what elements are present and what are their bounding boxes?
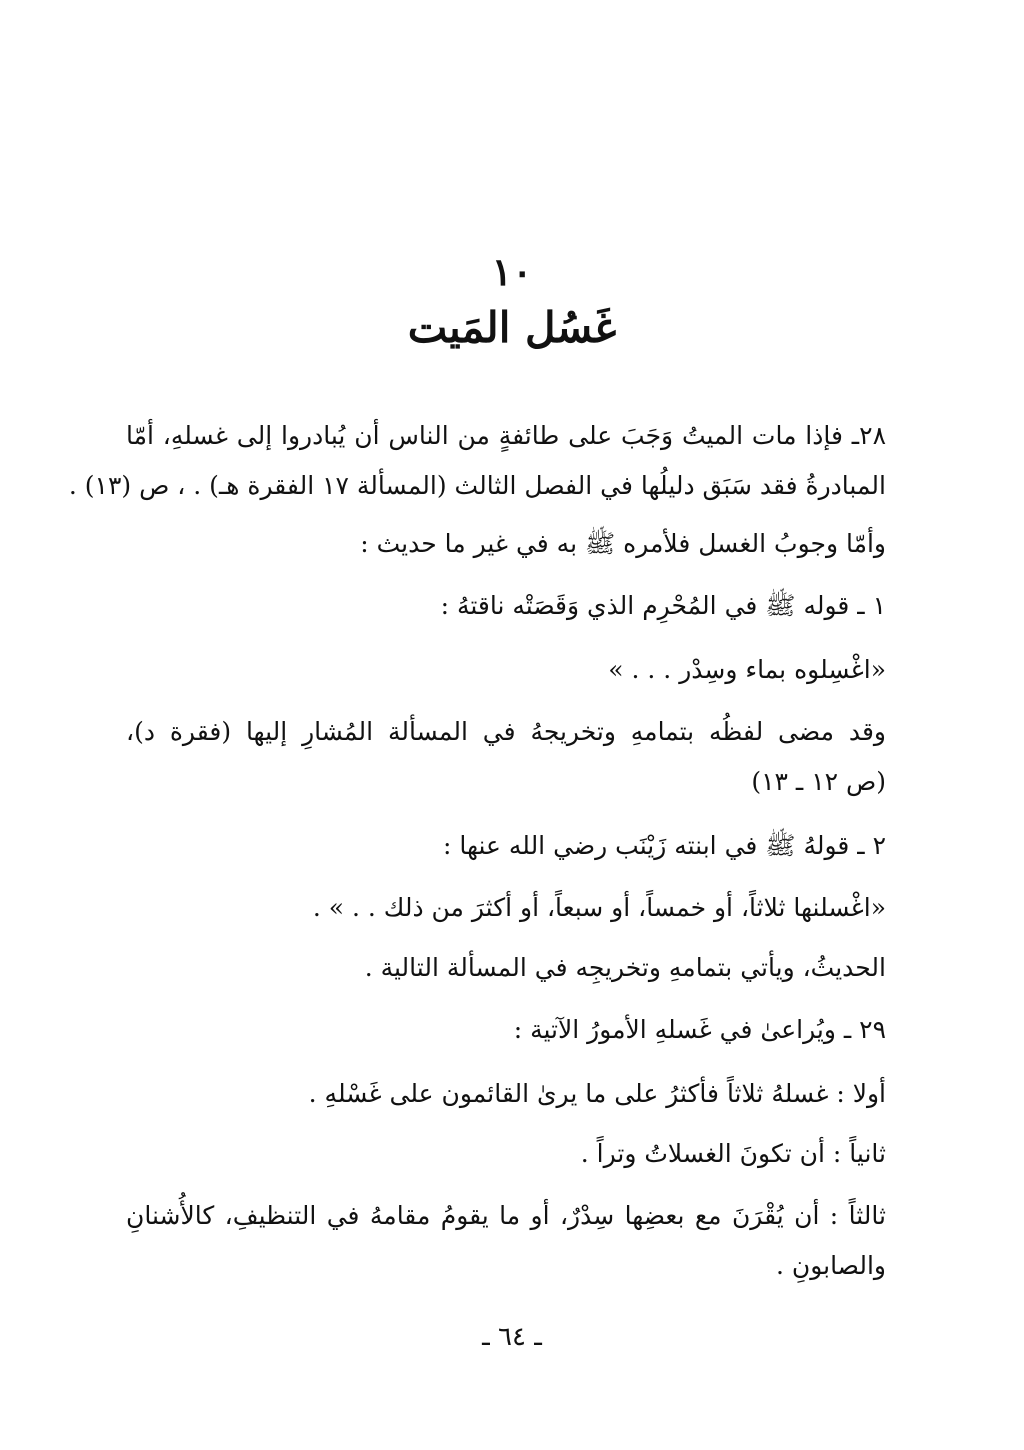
hadith-1-quote-line: «اغْسِلوه بماء وسِدْر . . . » (608, 655, 886, 684)
chapter-number: ١٠ (491, 249, 533, 294)
item-second-line: ثانياً : أن تكونَ الغسلاتُ وتراً . (580, 1139, 886, 1168)
hadith-1-reference-line: وقد مضى لفظُه بتمامهِ وتخريجهُ في المسألة المُشارِ إليها (فقرة د)، (126, 717, 886, 746)
page-number: ـ ٦٤ ـ (482, 1322, 542, 1352)
hadith-1-page-reference: (ص ١٢ ـ ١٣) (751, 767, 886, 796)
chapter-title: غَسُل المَيت (407, 303, 617, 352)
hadith-2-intro-line: ٢ ـ قولهُ ﷺ في ابنته زَيْنَب رضي الله عنها : (442, 831, 886, 860)
item-third-line-1: ثالثاً : أن يُقْرَنَ مع بعضِها سِدْرٌ، أو ما يقومُ مقامهُ في التنظيفِ، كالأُشنانِ (126, 1201, 886, 1230)
hadith-2-quote-line: «اغْسلنها ثلاثاً، أو خمساً، أو سبعاً، أو أكثرَ من ذلك . . » . (312, 893, 886, 922)
hadith-2-note-line: الحديثُ، ويأتي بتمامهِ وتخريجِه في المسألة التالية . (364, 953, 886, 982)
item-third-line-2: والصابونِ . (775, 1251, 886, 1280)
hadith-1-intro-line: ١ ـ قوله ﷺ في المُحْرِم الذي وَقَصَتْه ناقتهُ : (440, 591, 886, 620)
paragraph-28-line-1: ٢٨ـ فإذا مات الميتُ وَجَبَ على طائفةٍ من الناس أن يُبادروا إلى غسلهِ، أمّا (126, 421, 886, 450)
paragraph-28-line-2: المبادرةُ فقد سَبَق دليلُها في الفصل الثالث (المسألة ١٧ الفقرة هـ) . ، ص (١٣) . (68, 471, 886, 500)
item-first-line: أولا : غسلهُ ثلاثاً فأكثرُ على ما يرىٰ القائمون على غَسْلهِ . (308, 1079, 886, 1108)
paragraph-29-intro-line: ٢٩ ـ ويُراعىٰ في غَسلهِ الأمورُ الآتية : (513, 1015, 886, 1044)
wujub-intro-line: وأمّا وجوبُ الغسل فلأمره ﷺ به في غير ما حديث : (360, 529, 886, 558)
